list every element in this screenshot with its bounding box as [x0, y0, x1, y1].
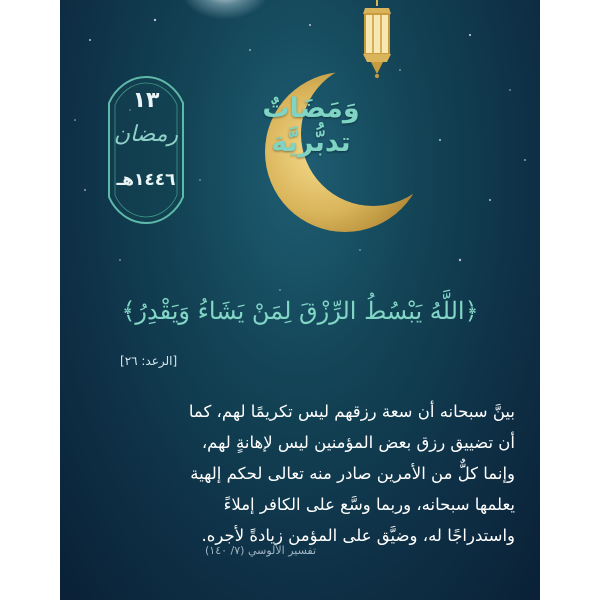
body-line: يعلمها سبحانه، وربما وسَّع على الكافر إملاءً: [223, 495, 515, 514]
title-line-1: وَمَضَاتٌ: [262, 93, 360, 124]
badge-year: ١٤٤٦هـ: [116, 170, 176, 190]
body-line: واستدراجًا له، وضيَّق على المؤمن زيادةً لأجره.: [201, 526, 515, 545]
card-title: [246, 92, 376, 160]
body-line: وإنما كلٌّ من الأمرين صادر منه تعالى لحكم إلهية: [190, 464, 515, 483]
verse-reference: [الرعد: ٢٦]: [120, 354, 178, 368]
reflection-text: [105, 396, 515, 551]
title-line-2: تدبُّريَّة: [271, 127, 351, 158]
badge-day: ١٣: [132, 88, 160, 113]
quran-verse: ﴿اللَّهُ يَبْسُطُ الرِّزْقَ لِمَنْ يَشَاءُ وَيَقْدِرُ﴾: [121, 297, 479, 325]
moon-glow: [180, 0, 270, 20]
body-line: أن تضييق رزق بعض المؤمنين ليس لإهانةٍ لهم،: [201, 433, 515, 452]
body-line: بينَّ سبحانه أن سعة رزقهم ليس تكريمًا لهم، كما: [188, 402, 515, 421]
source-citation: تفسير الألوسي (٧/ ١٤٠): [205, 544, 317, 557]
badge-month: رمضان: [113, 122, 179, 147]
